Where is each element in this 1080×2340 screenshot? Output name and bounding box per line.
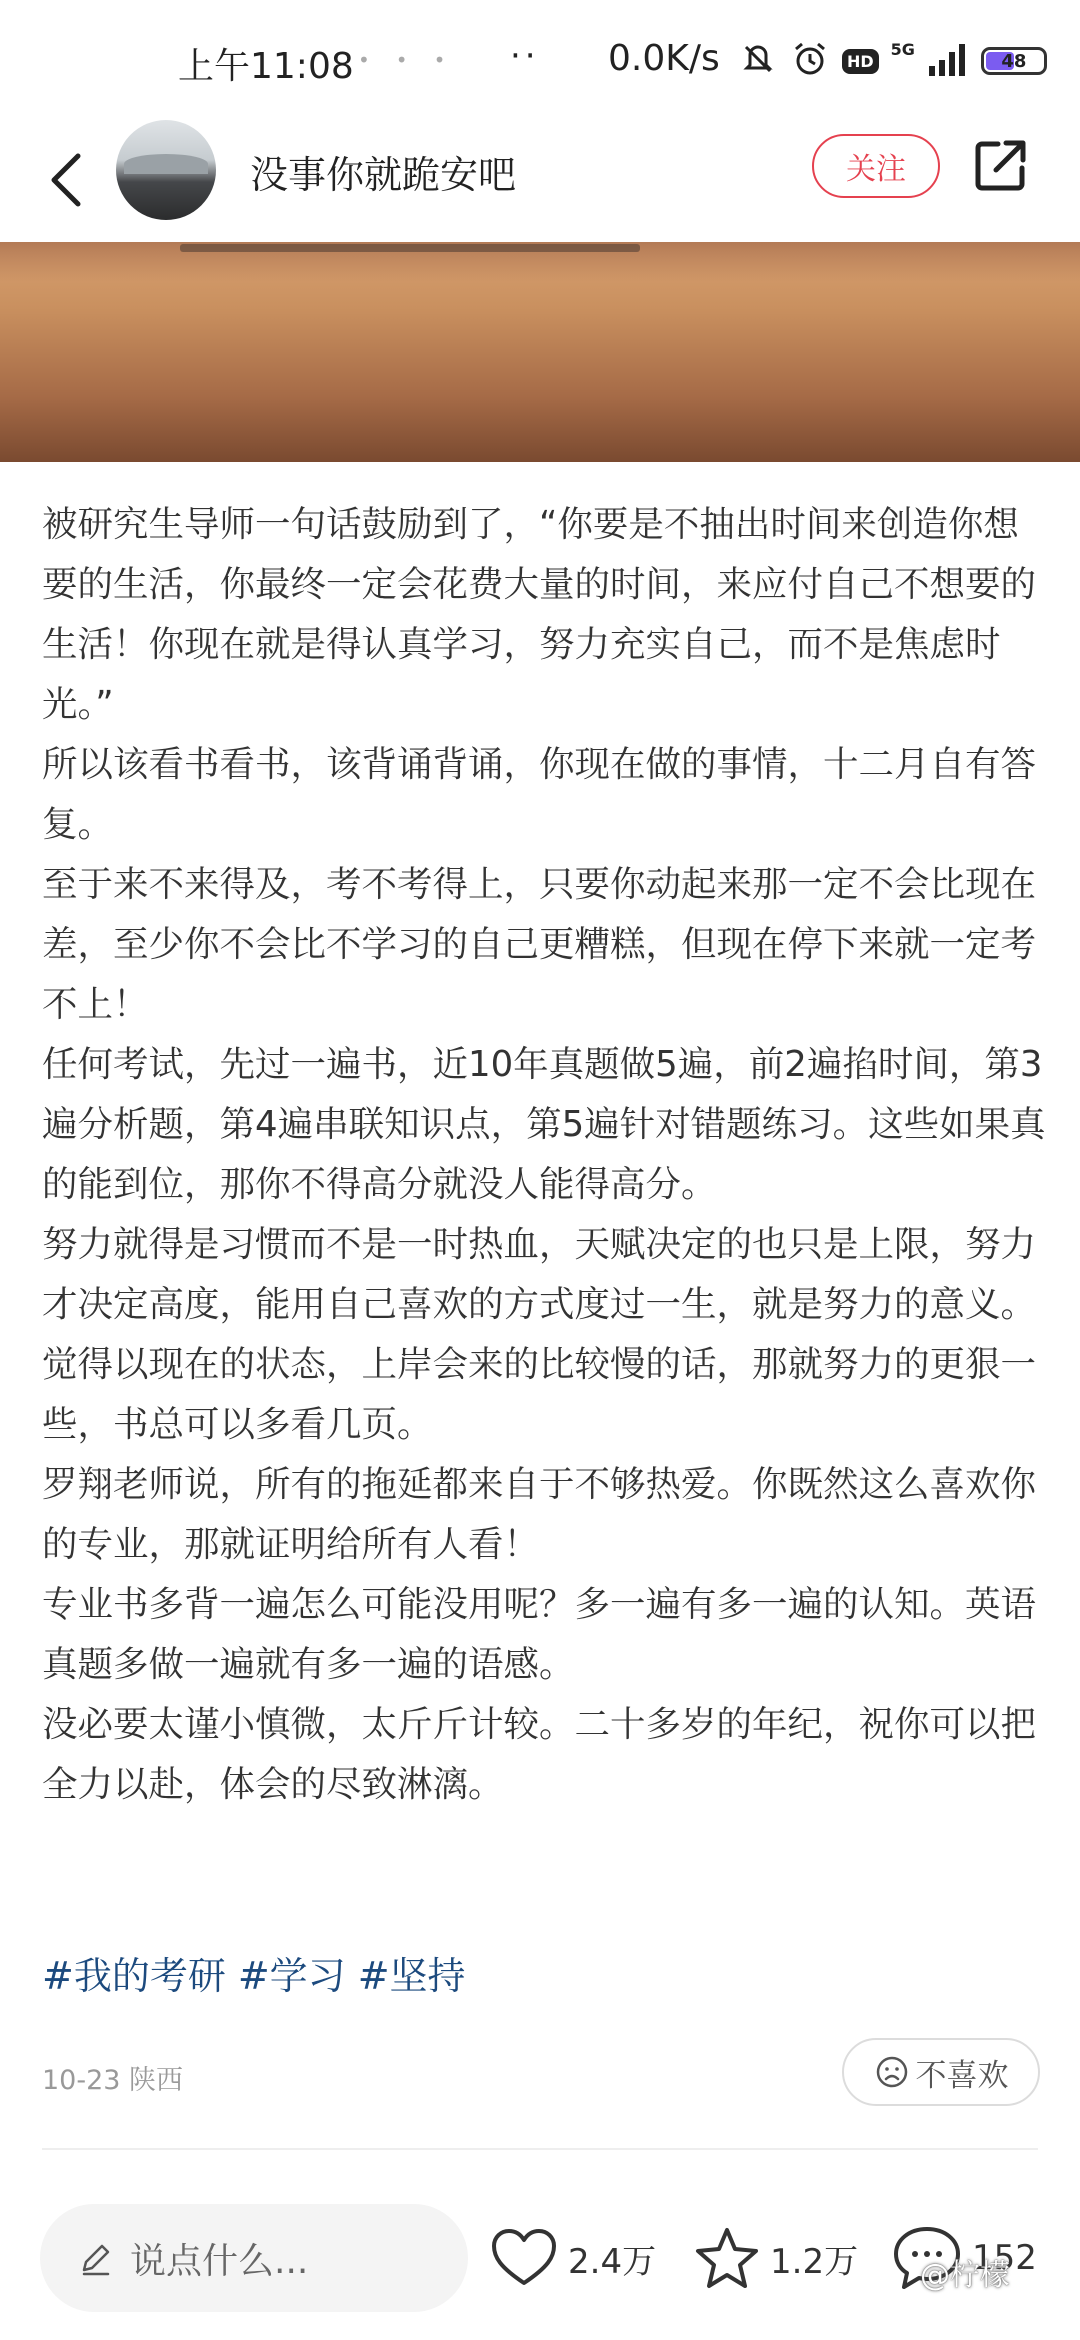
network-speed: 0.0K/s	[608, 38, 720, 79]
post-paragraph: 至于来不来得及，考不考得上，只要你动起来那一定不会比现在差，至少你不会比不学习的自己更糟糕，但现在停下来就一定考不上！	[42, 864, 1037, 1025]
hd-badge: HD	[842, 49, 879, 74]
post-tags	[42, 1945, 466, 2000]
tag-link[interactable]: #我的考研	[42, 1954, 226, 1998]
heart-icon	[490, 2227, 558, 2289]
status-time: 上午11:08	[178, 46, 354, 87]
post-paragraph: 被研究生导师一句话鼓励到了，“你要是不抽出时间来创造你想要的生活，你最终一定会花费大量的时间，来应付自己不想要的生活！你现在就是得认真学习，努力充实自己，而不是焦虑时光。”	[42, 504, 1037, 725]
dislike-button[interactable]	[842, 2038, 1040, 2106]
chevron-left-icon	[46, 150, 86, 210]
alarm-icon	[790, 39, 830, 83]
status-bar	[0, 0, 1080, 120]
network-type: 5G	[890, 39, 915, 59]
star-icon	[694, 2226, 760, 2290]
status-more-indicator: ··	[510, 36, 540, 76]
signal-icon	[927, 42, 969, 80]
comment-count: 152	[972, 2238, 1037, 2278]
like-button[interactable]	[490, 2216, 656, 2300]
post-paragraph: 罗翔老师说，所有的拖延都来自于不够热爱。你既然这么喜欢你的专业，那就证明给所有人看！	[42, 1464, 1037, 1565]
follow-button[interactable]: 关注	[812, 134, 940, 198]
post-header	[0, 120, 1080, 240]
post-paragraph: 觉得以现在的状态，上岸会来的比较慢的话，那就努力的更狠一些，书总可以多看几页。	[42, 1344, 1037, 1445]
post-paragraph: 任何考试，先过一遍书，近10年真题做5遍，前2遍掐时间，第3遍分析题，第4遍串联知识点，第5遍针对错题练习。这些如果真的能到位，那你不得高分就没人能得高分。	[42, 1044, 1046, 1205]
post-paragraph: 专业书多背一遍怎么可能没用呢？多一遍有多一遍的认知。英语真题多做一遍就有多一遍的语感。	[42, 1584, 1037, 1685]
battery-level: 48	[1001, 50, 1027, 72]
status-icons	[738, 36, 1047, 86]
bottom-action-bar	[0, 2180, 1080, 2340]
comment-input[interactable]	[40, 2204, 468, 2312]
battery-icon	[981, 47, 1047, 75]
mute-icon	[738, 39, 778, 83]
post-content	[42, 495, 1052, 1815]
back-button[interactable]	[36, 142, 96, 218]
sad-face-icon	[874, 2054, 910, 2090]
pencil-icon	[76, 2238, 116, 2278]
comment-placeholder: 说点什么...	[130, 2240, 309, 2282]
notification-icons: •••	[358, 48, 472, 72]
dislike-label: 不喜欢	[915, 2057, 1009, 2094]
post-image[interactable]	[0, 242, 1080, 462]
collect-count: 1.2万	[770, 2241, 859, 2282]
divider	[42, 2148, 1038, 2150]
collect-button[interactable]	[694, 2216, 858, 2300]
author-avatar[interactable]	[116, 120, 216, 220]
watermark: @柠檬	[920, 2258, 1010, 2293]
tag-link[interactable]: #坚持	[357, 1954, 466, 1998]
post-paragraph: 所以该看书看书，该背诵背诵，你现在做的事情，十二月自有答复。	[42, 744, 1037, 845]
share-icon	[970, 136, 1030, 196]
share-button[interactable]	[970, 136, 1030, 196]
like-count: 2.4万	[568, 2241, 657, 2282]
tag-link[interactable]: #学习	[237, 1954, 346, 1998]
post-paragraph: 努力就得是习惯而不是一时热血，天赋决定的也只是上限，努力才决定高度，能用自己喜欢的方式度过一生，就是努力的意义。	[42, 1224, 1037, 1325]
author-name[interactable]: 没事你就跪安吧	[250, 153, 517, 197]
post-paragraph: 没必要太谨小慎微，太斤斤计较。二十多岁的年纪，祝你可以把全力以赴，体会的尽致淋漓。	[42, 1704, 1037, 1805]
post-date-location: 10-23 陕西	[42, 2065, 184, 2096]
